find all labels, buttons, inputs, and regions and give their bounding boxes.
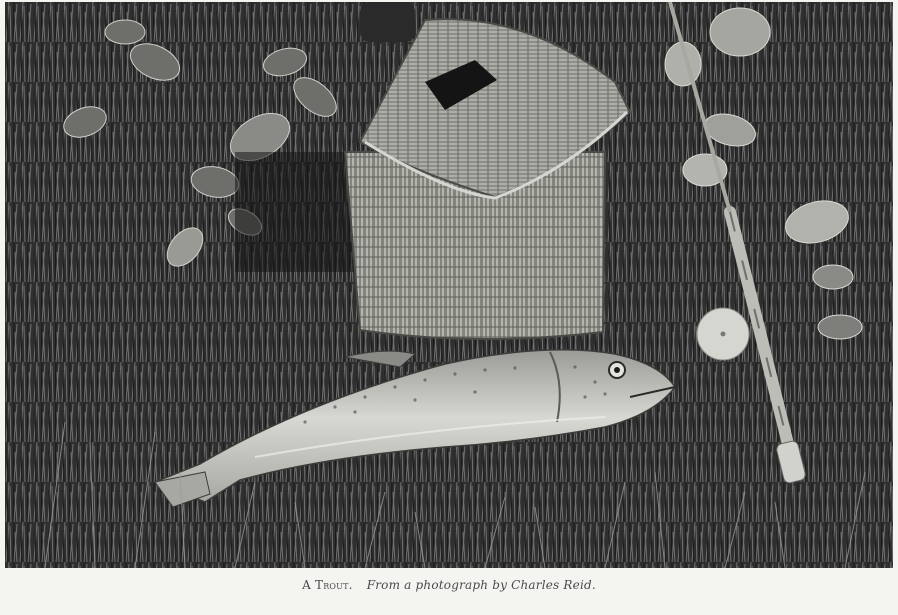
photograph: [5, 2, 893, 568]
caption-credit: From a photograph by Charles Reid.: [366, 578, 596, 592]
trout-photo-illustration: [5, 2, 893, 568]
photo-caption: [0, 578, 898, 592]
caption-title: A Trout.: [302, 578, 353, 592]
